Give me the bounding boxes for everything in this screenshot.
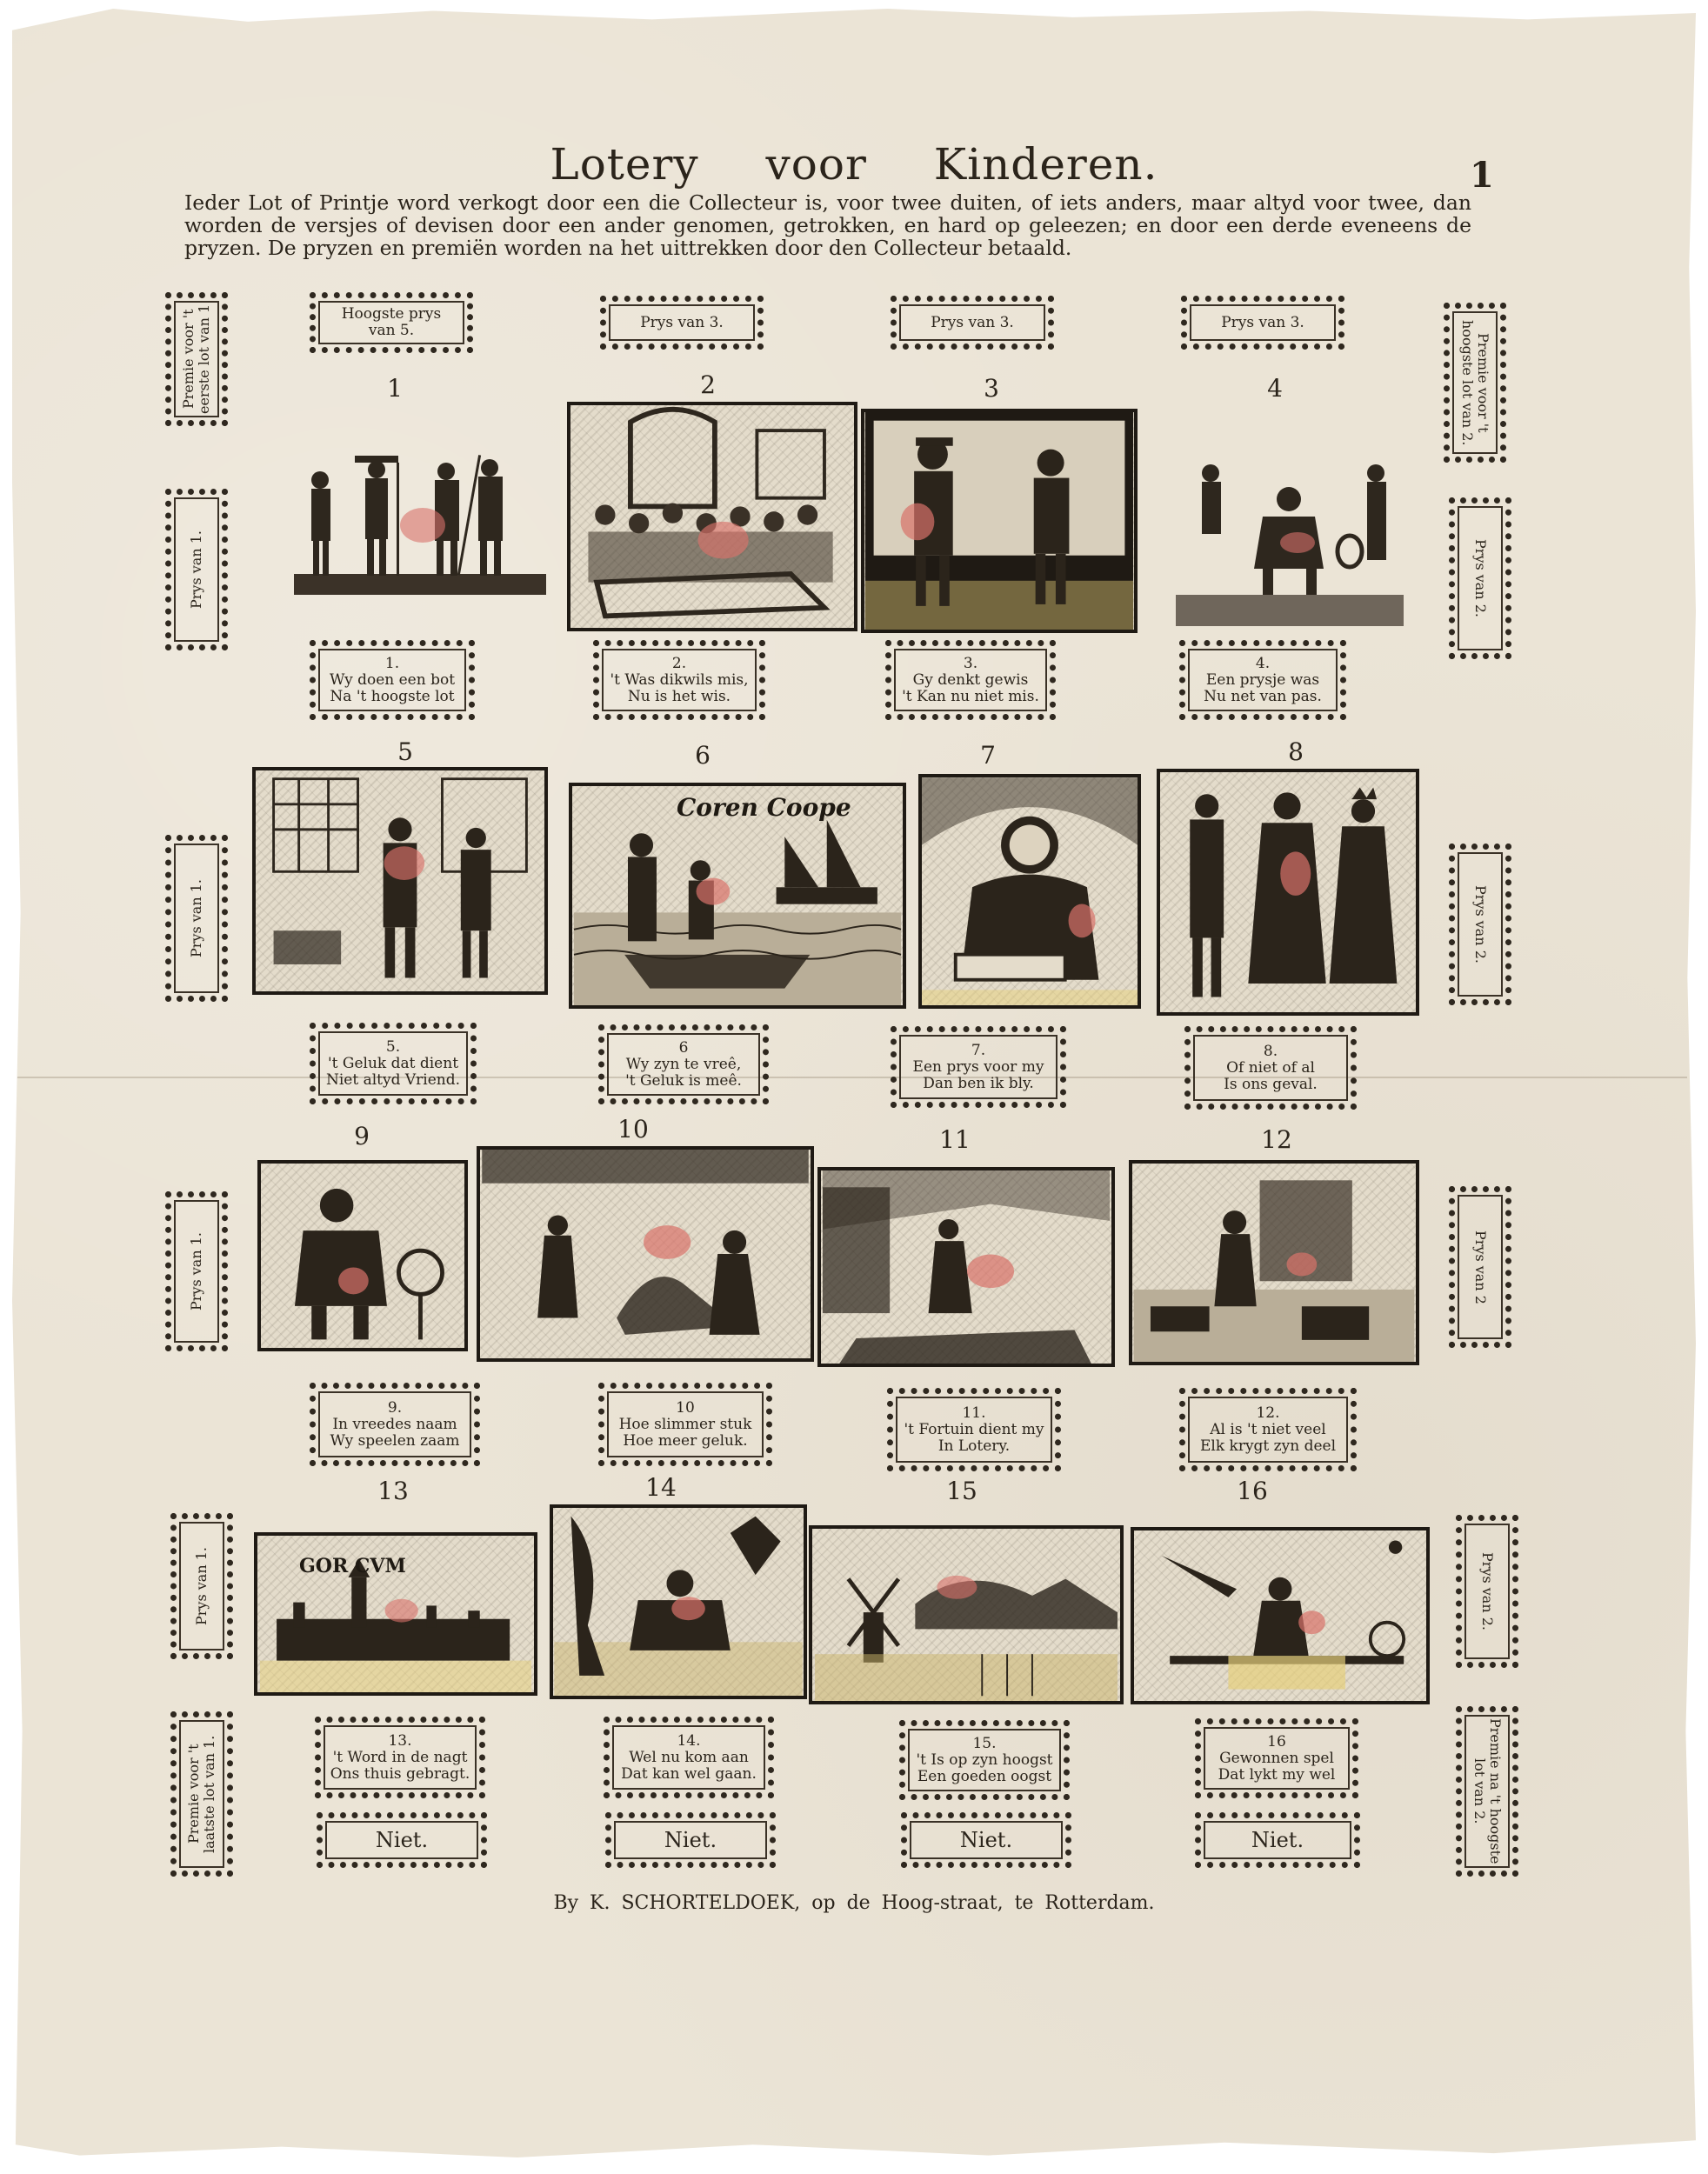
woodcut-15-illustration [812,1529,1120,1701]
lot-number-15: 15 [946,1477,977,1505]
top-prize-3-text: Prys van 3. [931,313,1014,331]
top-prize-2 [600,296,764,350]
verse-13 [315,1717,485,1798]
woodcut-12-illustration [1132,1164,1416,1362]
lot-number-7: 7 [980,741,996,770]
verse-13-line1: 't Word in de nagt [332,1748,468,1766]
verse-1 [310,640,475,720]
verse-1-line2: Na 't hoogste lot [330,687,455,705]
lot-number-4: 4 [1267,374,1283,403]
verse-11-line2: In Lotery. [937,1437,1011,1455]
top-prize-1-text: Hoogste prys van 5. [341,305,442,339]
niet-1-text: Niet. [375,1827,429,1852]
verse-8 [1184,1026,1357,1110]
verse-7-line2: Dan ben ik bly. [923,1074,1034,1092]
woodcut-7-illustration [922,777,1138,1005]
side-left-4-text: Prys van 1. [188,1232,204,1310]
side-right-5 [1456,1515,1518,1668]
woodcut-1-illustration [294,445,546,595]
side-left-2-text: Prys van 1. [188,530,204,609]
verse-3-number: 3. [963,654,978,672]
lot-number-12: 12 [1261,1125,1292,1154]
lot-number-10: 10 [617,1115,649,1144]
woodcut-11-illustration [821,1170,1111,1364]
verse-10-number: 10 [676,1398,695,1417]
lot-number-11: 11 [939,1125,971,1154]
verse-8-line1: Of niet of al [1226,1058,1315,1077]
page-title: Lotery voor Kinderen. [550,139,1158,190]
niet-3 [901,1812,1071,1868]
woodcut-5-interior [252,767,548,995]
verse-3-line2: 't Kan nu niet mis. [902,687,1039,705]
woodcut-5-illustration [256,770,544,991]
verse-12-line2: Elk krygt zyn deel [1199,1437,1337,1455]
verse-12 [1179,1388,1357,1471]
side-right-6-text: Premie na 't hoogste lot van 2. [1471,1718,1504,1864]
verse-1-number: 1. [384,654,400,672]
verse-14-line1: Wel nu kom aan [629,1748,749,1766]
verse-4 [1179,640,1346,720]
top-prize-4 [1181,296,1344,350]
verse-12-number: 12. [1256,1404,1280,1422]
woodcut-2-crowd [567,402,857,631]
side-left-4 [165,1191,228,1351]
verse-5-line2: Niet altyd Vriend. [325,1070,461,1089]
lot-number-9: 9 [354,1122,370,1150]
niet-2 [605,1812,776,1868]
verse-13-line2: Ons thuis gebragt. [330,1764,470,1783]
side-right-3 [1449,844,1511,1005]
side-right-3-text: Prys van 2. [1472,885,1489,964]
niet-4-text: Niet. [1251,1827,1304,1852]
side-left-5 [170,1513,233,1659]
side-right-5-text: Prys van 2. [1479,1552,1496,1630]
woodcut-12-farmyard [1129,1160,1419,1365]
verse-10 [598,1383,772,1466]
verse-9-number: 9. [387,1398,403,1417]
verse-16-number: 16 [1267,1732,1286,1751]
verse-4-number: 4. [1255,654,1271,672]
side-left-2 [165,489,228,650]
verse-3-line1: Gy denkt gewis [912,670,1029,689]
verse-16-line1: Gewonnen spel [1219,1749,1334,1767]
niet-3-text: Niet. [959,1827,1013,1852]
side-right-6 [1456,1706,1518,1877]
lot-number-5: 5 [397,737,413,766]
side-left-3 [165,835,228,1002]
side-left-5-text: Prys van 1. [193,1547,210,1625]
side-left-1 [165,292,228,426]
fold-line [17,1077,1687,1078]
verse-16 [1195,1718,1358,1798]
side-left-3-text: Prys van 1. [188,879,204,957]
verse-15-line2: Een goeden oogst [917,1767,1052,1785]
lot-number-8: 8 [1288,737,1304,766]
woodcut-4-sports [1176,447,1404,626]
top-prize-1 [310,292,473,353]
side-left-1-text: Premie voor 't eerste lot van 1 [180,303,212,415]
verse-11-line1: 't Fortuin dient my [904,1420,1044,1438]
verse-4-line1: Een prysje was [1205,670,1320,689]
lot-number-1: 1 [387,374,403,403]
side-left-6 [170,1711,233,1877]
woodcut-6-label: Coren Coope [677,793,851,822]
niet-1 [317,1812,487,1868]
lot-number-6: 6 [695,741,711,770]
woodcut-8-three-figures [1157,769,1419,1016]
side-right-1 [1444,303,1506,463]
verse-14-number: 14. [677,1731,701,1750]
verse-7 [891,1026,1066,1108]
verse-14-line2: Dat kan wel gaan. [621,1764,757,1783]
verse-2 [593,640,765,720]
verse-4-line2: Nu net van pas. [1204,687,1322,705]
side-right-4-text: Prys van 2 [1472,1230,1489,1304]
woodcut-3-illustration [864,412,1134,630]
verse-5-line1: 't Geluk dat dient [327,1054,459,1072]
side-right-4 [1449,1186,1511,1348]
verse-6-line1: Wy zyn te vreê, [625,1055,742,1073]
verse-8-line2: Is ons geval. [1224,1075,1318,1093]
verse-6-number: 6 [678,1038,689,1057]
verse-1-line1: Wy doen een bot [329,670,456,689]
top-prize-3 [891,296,1054,350]
woodcut-3-two-men [861,409,1138,633]
publisher-imprint: By K. SCHORTELDOEK, op de Hoog-straat, te Rotterdam. [553,1892,1155,1914]
woodcut-10-hunt [477,1146,814,1362]
top-prize-2-text: Prys van 3. [640,313,724,331]
woodcut-7-scholar [918,774,1141,1009]
verse-2-line1: 't Was dikwils mis, [610,670,749,689]
verse-14 [604,1717,774,1798]
verse-6 [598,1024,769,1104]
side-left-6-text: Premie voor 't laatste lot van 1. [185,1735,217,1853]
verse-13-number: 13. [388,1731,412,1750]
woodcut-9-illustration [261,1164,464,1348]
verse-5-number: 5. [385,1037,401,1056]
woodcut-11-battle [817,1167,1115,1367]
top-prize-4-text: Prys van 3. [1221,313,1304,331]
woodcut-2-illustration [570,405,854,628]
woodcut-14-illustration [553,1508,804,1696]
woodcut-4-illustration [1176,447,1404,626]
verse-2-line2: Nu is het wis. [627,687,731,705]
lot-number-3: 3 [984,374,999,403]
woodcut-13-gorcum-town [254,1532,537,1696]
verse-7-number: 7. [971,1041,986,1059]
verse-5 [310,1023,477,1104]
verse-9 [310,1383,480,1466]
verse-9-line1: In vreedes naam [332,1415,457,1433]
verse-15-line1: 't Is op zyn hoogst [916,1751,1053,1769]
verse-3 [885,640,1056,720]
verse-7-line1: Een prys voor my [912,1057,1044,1076]
woodcut-6-harbour [569,783,906,1009]
verse-15-number: 15. [972,1734,997,1752]
verse-11 [887,1388,1061,1471]
intro-paragraph: Ieder Lot of Printje word verkogt door een die Collecteur is, voor twee duiten, of iets anders, maar altyd voor twee, dan worden de versjes of devisen door een ander genomen, getrokken, en hard op geleezen; en door een derde eveneens de pryzen. De pryzen en premiën worden na het uittrekken door den Collecteur betaald. [184,190,1471,260]
lot-number-2: 2 [700,370,716,399]
woodcut-1-soldiers [294,445,546,595]
woodcut-10-illustration [480,1150,811,1358]
verse-10-line2: Hoe meer geluk. [623,1431,748,1450]
verse-6-line2: 't Geluk is meê. [625,1071,742,1090]
side-right-2-text: Prys van 2. [1472,539,1489,617]
woodcut-9-seated-man [257,1160,468,1351]
verse-11-number: 11. [962,1404,986,1422]
verse-10-line1: Hoe slimmer stuk [618,1415,752,1433]
verse-12-line1: Al is 't niet veel [1210,1420,1326,1438]
woodcut-14-animals [550,1504,807,1699]
woodcut-8-illustration [1160,772,1416,1012]
woodcut-16-illustration [1134,1530,1426,1701]
side-right-2 [1449,497,1511,659]
lot-number-16: 16 [1237,1477,1268,1505]
woodcut-16-fortune [1131,1527,1430,1704]
niet-4 [1195,1812,1360,1868]
woodcut-15-windmill [809,1525,1124,1704]
verse-16-line2: Dat lykt my wel [1218,1765,1336,1784]
verse-8-number: 8. [1263,1042,1278,1060]
verse-15 [899,1720,1070,1800]
verse-9-line2: Wy speelen zaam [330,1431,460,1450]
verse-2-number: 2. [671,654,687,672]
woodcut-13-label: GOR CVM [299,1555,406,1577]
side-right-1-text: Premie voor 't hoogste lot van 2. [1459,319,1491,446]
niet-2-text: Niet. [664,1827,717,1852]
lot-number-14: 14 [645,1473,677,1502]
sheet-number: 1 [1470,155,1494,196]
lot-number-13: 13 [377,1477,409,1505]
